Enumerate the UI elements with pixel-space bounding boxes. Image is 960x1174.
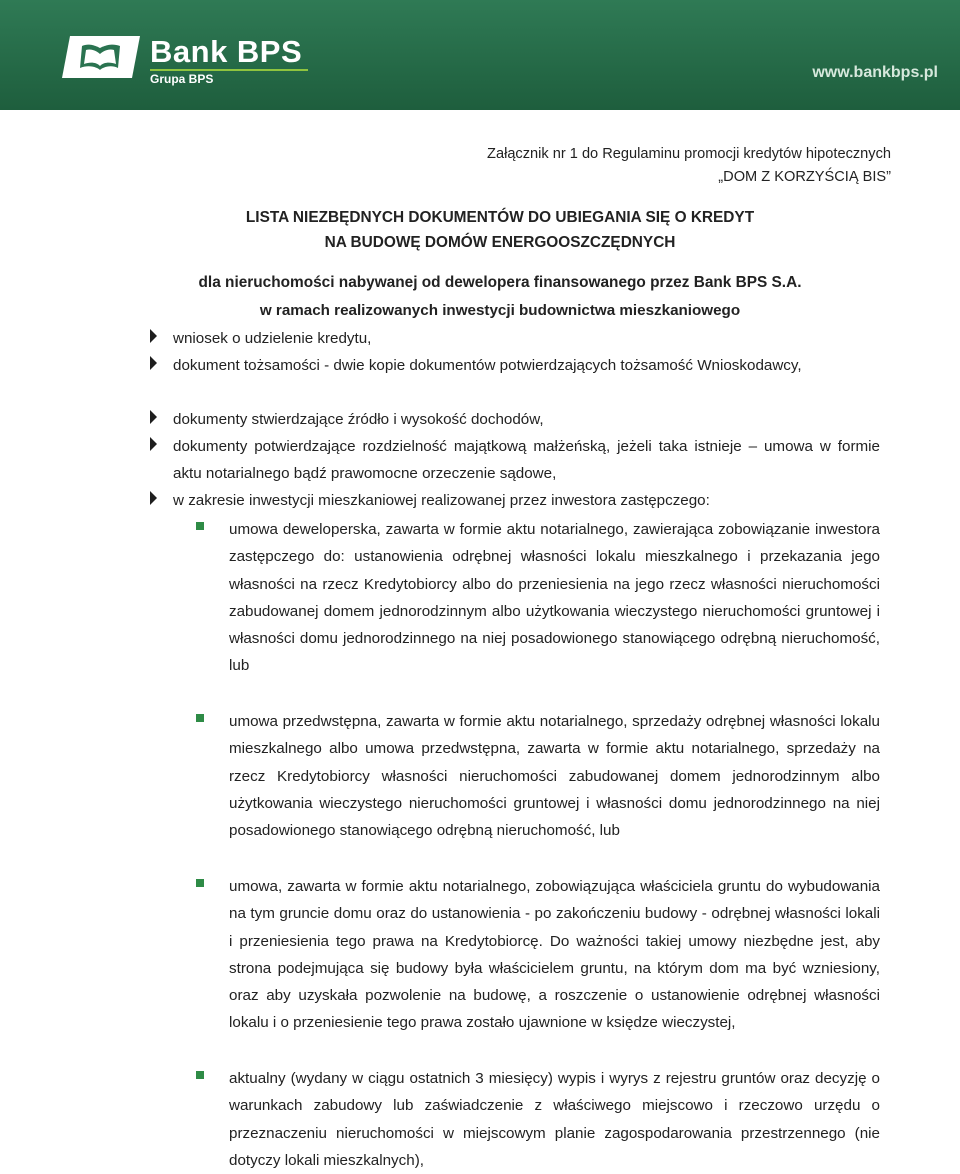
logo-underline xyxy=(150,69,308,71)
bullet-arrow-icon xyxy=(150,437,157,451)
annex-note xyxy=(487,143,891,189)
document-subtitle-2: w ramach realizowanych inwestycji budownictwa mieszkaniowego xyxy=(259,302,741,319)
list-item: wniosek o udzielenie kredytu, xyxy=(173,330,372,347)
title-line-1: LISTA NIEZBĘDNYCH DOKUMENTÓW DO UBIEGANIA SIĘ O KREDYT xyxy=(245,209,755,226)
title-line-2: NA BUDOWĘ DOMÓW ENERGOOSZCZĘDNYCH xyxy=(324,234,676,251)
header-banner xyxy=(0,0,960,110)
bullet-square-icon xyxy=(196,879,204,887)
list-item: dokumenty stwierdzające źródło i wysokość dochodów, xyxy=(173,411,544,428)
bullet-arrow-icon xyxy=(150,491,157,505)
sub-list-item: umowa deweloperska, zawarta w formie aktu notarialnego, zawierająca zobowiązanie inwestora zastępczego do: ustanowienia odrębnej własności lokalu mieszkalnego i przekazania jego własności na rzecz Kredytobiorcy albo do przeniesienia na jego rzecz własności nieruchomości zabudowanej domem jednorodzinnym albo użytkowania wieczystego nieruchomości gruntowej i własności domu jednorodzinnego na niej posadowionego stanowiącego odrębną nieruchomość, lub xyxy=(229,521,880,675)
bank-logo-icon xyxy=(60,34,142,80)
bullet-square-icon xyxy=(196,714,204,722)
document-subtitle-1: dla nieruchomości nabywanej od dewelopera finansowanego przez Bank BPS S.A. xyxy=(198,274,802,291)
sub-list-item: aktualny (wydany w ciągu ostatnich 3 miesięcy) wypis i wyrys z rejestru gruntów oraz decyzję o warunkach zabudowy lub zaświadczenie z właściwego miejscowo i rzeczowo urzędu o przeznaczeniu nieruchomości w miejscowym planie zagospodarowania przestrzennego (nie dotyczy lokali mieszkalnych), xyxy=(229,1070,880,1169)
sub-list-item: umowa, zawarta w formie aktu notarialnego, zobowiązująca właściciela gruntu do wybudowania na tym gruncie domu oraz do ustanowienia - po zakończeniu budowy - odrębnej własności lokali i przeniesienia tego prawa na Kredytobiorcę. Do ważności takiej umowy niezbędne jest, aby strona podejmująca się budowy była właścicielem gruntu, na którym dom ma być wzniesiony, oraz aby uzyskała pozwolenie na budowę, a roszczenie o ustanowienie odrębnej własności lokalu i o przeniesienie tego prawa zostało ujawnione w księdze wieczystej, xyxy=(229,878,880,1032)
bullet-arrow-icon xyxy=(150,329,157,343)
website-link[interactable]: www.bankbps.pl xyxy=(812,64,938,81)
sub-list-item: umowa przedwstępna, zawarta w formie aktu notarialnego, sprzedaży odrębnej własności lokalu mieszkalnego albo umowa przedwstępna, zawarta w formie aktu notarialnego, sprzedaży na rzecz Kredytobiorcy własności nieruchomości zabudowanej domem jednorodzinnym albo użytkowania wieczystego nieruchomości gruntowej i własności domu jednorodzinnego na niej posadowionego stanowiącego odrębną nieruchomość, lub xyxy=(229,713,880,840)
document-title xyxy=(0,205,960,255)
bullet-arrow-icon xyxy=(150,356,157,370)
annex-line-2: „DOM Z KORZYŚCIĄ BIS” xyxy=(718,169,891,185)
list-item: dokumenty potwierdzające rozdzielność majątkową małżeńską, jeżeli taka istnieje – umowa w formie aktu notarialnego bądź prawomocne orzeczenie sądowe, xyxy=(173,438,880,482)
bullet-square-icon xyxy=(196,522,204,530)
bullet-square-icon xyxy=(196,1071,204,1079)
bank-name: Bank BPS xyxy=(150,34,303,69)
list-item: dokument tożsamości - dwie kopie dokumentów potwierdzających tożsamość Wnioskodawcy, xyxy=(173,357,802,374)
annex-line-1: Załącznik nr 1 do Regulaminu promocji kredytów hipotecznych xyxy=(487,146,891,162)
list-item: w zakresie inwestycji mieszkaniowej realizowanej przez inwestora zastępczego: xyxy=(173,492,710,509)
bullet-arrow-icon xyxy=(150,410,157,424)
bank-group: Grupa BPS xyxy=(150,72,214,86)
